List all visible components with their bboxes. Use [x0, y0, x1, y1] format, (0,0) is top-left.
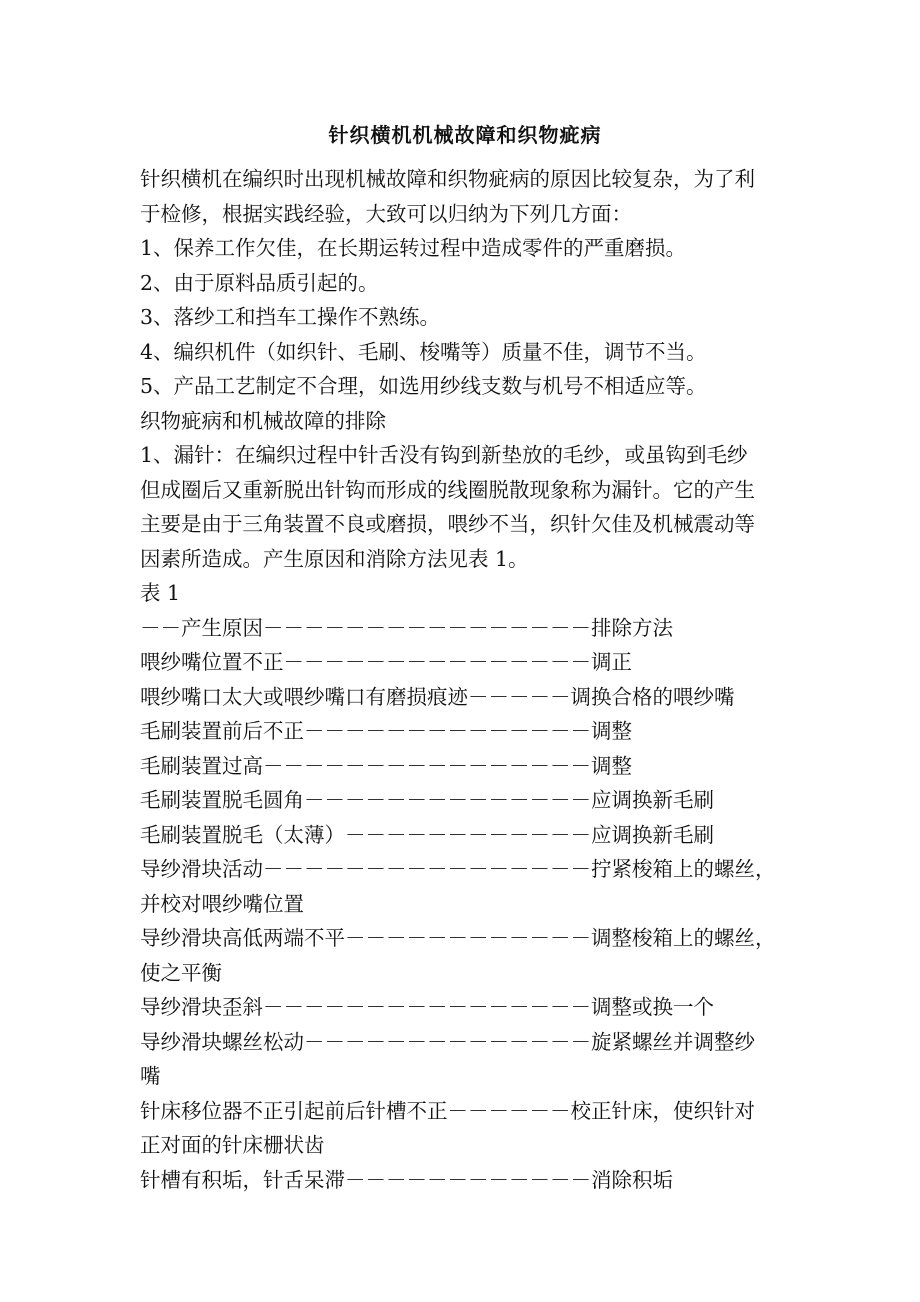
table-line: 针槽有积垢，针舌呆滞－－－－－－－－－－－－消除积垢 — [140, 1167, 673, 1192]
document-page — [140, 118, 790, 1197]
table-line: 并校对喂纱嘴位置 — [140, 891, 304, 916]
cause-item: 2、由于原料品质引起的。 — [140, 270, 379, 295]
table-line: 正对面的针床栅状齿 — [140, 1133, 325, 1157]
intro-line: 针织横机在编织时出现机械故障和织物疵病的原因比较复杂，为了利 — [140, 167, 755, 191]
table-line: 导纱滑块活动－－－－－－－－－－－－－－－－拧紧梭箱上的螺丝， — [140, 857, 776, 881]
table-line: 喂纱嘴位置不正－－－－－－－－－－－－－－－调正 — [140, 650, 632, 674]
table-header-line: －－产生原因－－－－－－－－－－－－－－－－排除方法 — [140, 615, 673, 640]
item1-line: 但成圈后又重新脱出针钩而形成的线圈脱散现象称为漏针。它的产生 — [140, 477, 755, 502]
item1-line: 因素所造成。产生原因和消除方法见表 1。 — [140, 546, 529, 571]
table-line: 喂纱嘴口太大或喂纱嘴口有磨损痕迹－－－－－调换合格的喂纱嘴 — [140, 684, 735, 709]
table-line: 毛刷装置前后不正－－－－－－－－－－－－－－调整 — [140, 719, 632, 743]
item1-line: 1、漏针：在编织过程中针舌没有钩到新垫放的毛纱，或虽钩到毛纱 — [140, 443, 748, 467]
table-line: 毛刷装置脱毛圆角－－－－－－－－－－－－－－应调换新毛刷 — [140, 788, 714, 812]
cause-item: 5、产品工艺制定不合理，如选用纱线支数与机号不相适应等。 — [140, 374, 707, 398]
table-line: 毛刷装置过高－－－－－－－－－－－－－－－－调整 — [140, 753, 632, 778]
table-line: 导纱滑块高低两端不平－－－－－－－－－－－－调整梭箱上的螺丝， — [140, 926, 776, 950]
cause-item: 3、落纱工和挡车工操作不熟练。 — [140, 305, 441, 329]
table-line: 使之平衡 — [140, 960, 222, 985]
table-line: 针床移位器不正引起前后针槽不正－－－－－－校正针床，使织针对 — [140, 1098, 755, 1123]
cause-item: 4、编织机件（如织针、毛刷、梭嘴等）质量不佳，调节不当。 — [140, 339, 707, 364]
table-line: 导纱滑块歪斜－－－－－－－－－－－－－－－－调整或换一个 — [140, 995, 714, 1019]
cause-item: 1、保养工作欠佳，在长期运转过程中造成零件的严重磨损。 — [140, 236, 687, 260]
table-label: 表 1 — [140, 581, 181, 605]
document-title: 针织横机机械故障和织物疵病 — [328, 123, 602, 147]
section-heading: 织物疵病和机械故障的排除 — [140, 408, 386, 433]
item1-line: 主要是由于三角装置不良或磨损，喂纱不当，织针欠佳及机械震动等 — [140, 512, 755, 536]
table-line: 导纱滑块螺丝松动－－－－－－－－－－－－－－旋紧螺丝并调整纱 — [140, 1029, 755, 1054]
table-line: 毛刷装置脱毛（太薄）－－－－－－－－－－－－应调换新毛刷 — [140, 822, 714, 847]
intro-line: 于检修，根据实践经验，大致可以归纳为下列几方面： — [140, 201, 632, 226]
table-line: 嘴 — [140, 1064, 161, 1088]
